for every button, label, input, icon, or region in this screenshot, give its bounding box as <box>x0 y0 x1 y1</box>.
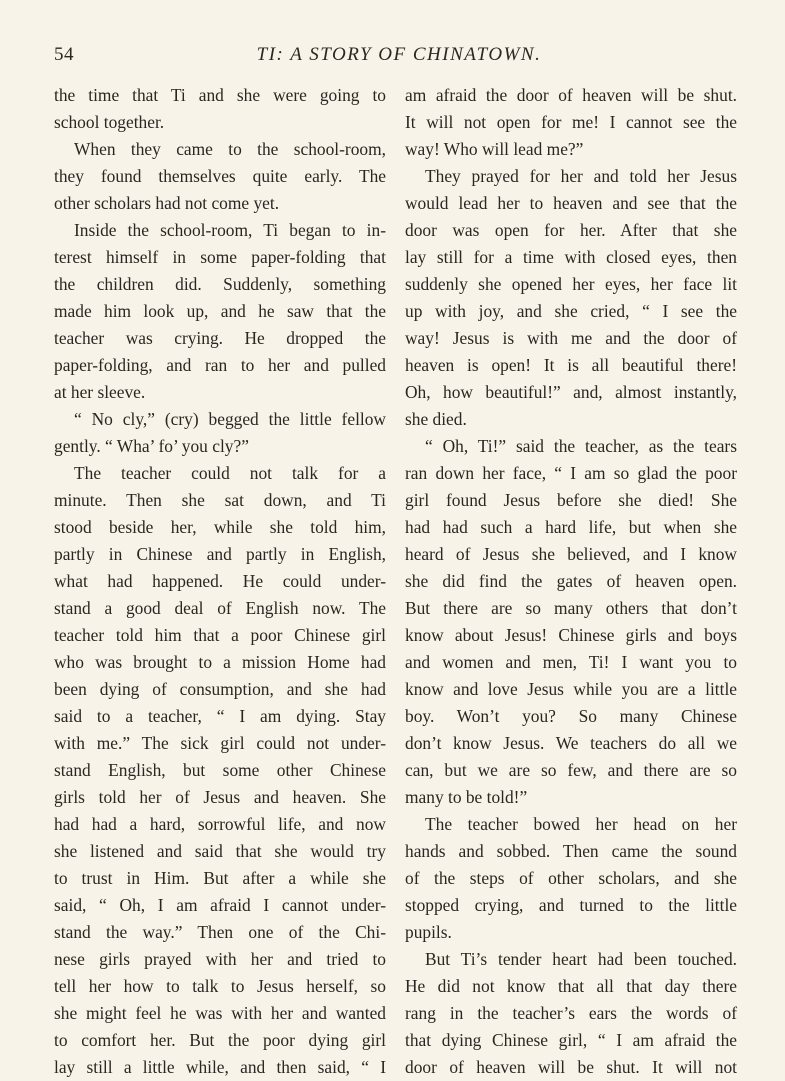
text-line: But there are so many others that don’t <box>405 598 737 618</box>
text-line: been dying of consumption, and she had <box>54 679 386 699</box>
text-line: she died. <box>405 409 467 429</box>
text-line: partly in Chinese and partly in English, <box>54 544 386 564</box>
text-line: girl found Jesus before she died! She <box>405 490 737 510</box>
right-text-column <box>405 82 737 1081</box>
text-line: minute. Then she sat down, and Ti <box>54 490 386 510</box>
text-line: stopped crying, and turned to the little <box>405 895 737 915</box>
text-line: school together. <box>54 112 165 132</box>
text-line: of the steps of other scholars, and she <box>405 868 737 888</box>
text-line: she might feel he was with her and wanted <box>54 1003 386 1023</box>
text-line: door of heaven will be shut. It will not <box>405 1057 737 1077</box>
text-line: stood beside her, while she told him, <box>54 517 386 537</box>
text-line: don’t know Jesus. We teachers do all we <box>405 733 737 753</box>
text-line: He did not know that all that day there <box>405 976 737 996</box>
text-line: stand English, but some other Chinese <box>54 760 386 780</box>
text-line: said, “ Oh, I am afraid I cannot under- <box>54 895 386 915</box>
text-line: had had a hard, sorrowful life, and now <box>54 814 386 834</box>
text-line: heard of Jesus she believed, and I know <box>405 544 737 564</box>
text-line: suddenly she opened her eyes, her face lit <box>405 274 737 294</box>
text-line: said to a teacher, “ I am dying. Stay <box>54 706 386 726</box>
text-line: It will not open for me! I cannot see the <box>405 112 737 132</box>
text-line: stand the way.” Then one of the Chi- <box>54 922 386 942</box>
text-line: terest himself in some paper-folding that <box>54 247 386 267</box>
text-line: what had happened. He could under- <box>54 571 386 591</box>
text-line: nese girls prayed with her and tried to <box>54 949 386 969</box>
text-line: gently. “ Wha’ fo’ you cly?” <box>54 436 249 456</box>
text-line: can, but we are so few, and there are so <box>405 760 737 780</box>
text-line: at her sleeve. <box>54 382 146 402</box>
text-line: she listened and said that she would try <box>54 841 386 861</box>
running-title: TI: A STORY OF CHINATOWN. <box>256 44 542 65</box>
text-line: They prayed for her and told her Jesus <box>425 166 737 186</box>
text-line: up with joy, and she cried, “ I see the <box>405 301 737 321</box>
running-head <box>54 44 744 68</box>
text-line: girls told her of Jesus and heaven. She <box>54 787 386 807</box>
text-line: ran down her face, “ I am so glad the poor <box>405 463 737 483</box>
text-line: pupils. <box>405 922 452 942</box>
text-line: hands and sobbed. Then came the sound <box>405 841 737 861</box>
text-line: other scholars had not come yet. <box>54 193 280 213</box>
text-line: way! Jesus is with me and the door of <box>405 328 737 348</box>
text-line: that dying Chinese girl, “ I am afraid the <box>405 1030 737 1050</box>
text-line: “ Oh, Ti!” said the teacher, as the tears <box>425 436 737 456</box>
text-line: she did find the gates of heaven open. <box>405 571 737 591</box>
text-line: the children did. Suddenly, something <box>54 274 386 294</box>
text-line: know and love Jesus while you are a little <box>405 679 737 699</box>
text-line: paper-folding, and ran to her and pulled <box>54 355 386 375</box>
text-line: The teacher could not talk for a <box>74 463 386 483</box>
text-line: The teacher bowed her head on her <box>425 814 737 834</box>
text-line: boy. Won’t you? So many Chinese <box>405 706 737 726</box>
text-line: with me.” The sick girl could not under- <box>54 733 386 753</box>
text-line: many to be told!” <box>405 787 528 807</box>
text-line: way! Who will lead me?” <box>405 139 584 159</box>
text-line: am afraid the door of heaven will be shut. <box>405 85 737 105</box>
text-line: lay still a little while, and then said, “ I <box>54 1057 386 1077</box>
text-line: tell her how to talk to Jesus herself, so <box>54 976 386 996</box>
text-line: to comfort her. But the poor dying girl <box>54 1030 386 1050</box>
text-line: the time that Ti and she were going to <box>54 85 386 105</box>
text-line: and women and men, Ti! I want you to <box>405 652 737 672</box>
text-line: Inside the school-room, Ti began to in- <box>74 220 386 240</box>
text-line: door was open for her. After that she <box>405 220 737 240</box>
text-line: When they came to the school-room, <box>74 139 386 159</box>
text-line: Oh, how beautiful!” and, almost instantly, <box>405 382 737 402</box>
text-line: stand a good deal of English now. The <box>54 598 386 618</box>
text-line: heaven is open! It is all beautiful there! <box>405 355 737 375</box>
text-line: had had such a hard life, but when she <box>405 517 737 537</box>
page-number: 54 <box>54 44 74 65</box>
text-line: to trust in Him. But after a while she <box>54 868 386 888</box>
text-line: teacher was crying. He dropped the <box>54 328 386 348</box>
left-text-column <box>54 82 386 1081</box>
text-line: would lead her to heaven and see that the <box>405 193 737 213</box>
text-line: who was brought to a mission Home had <box>54 652 386 672</box>
text-line: rang in the teacher’s ears the words of <box>405 1003 737 1023</box>
text-line: know about Jesus! Chinese girls and boys <box>405 625 737 645</box>
text-line: But Ti’s tender heart had been touched. <box>425 949 737 969</box>
text-line: lay still for a time with closed eyes, then <box>405 247 737 267</box>
text-line: teacher told him that a poor Chinese girl <box>54 625 386 645</box>
text-line: they found themselves quite early. The <box>54 166 386 186</box>
text-line: made him look up, and he saw that the <box>54 301 386 321</box>
text-line: “ No cly,” (cry) begged the little fellow <box>74 409 386 429</box>
